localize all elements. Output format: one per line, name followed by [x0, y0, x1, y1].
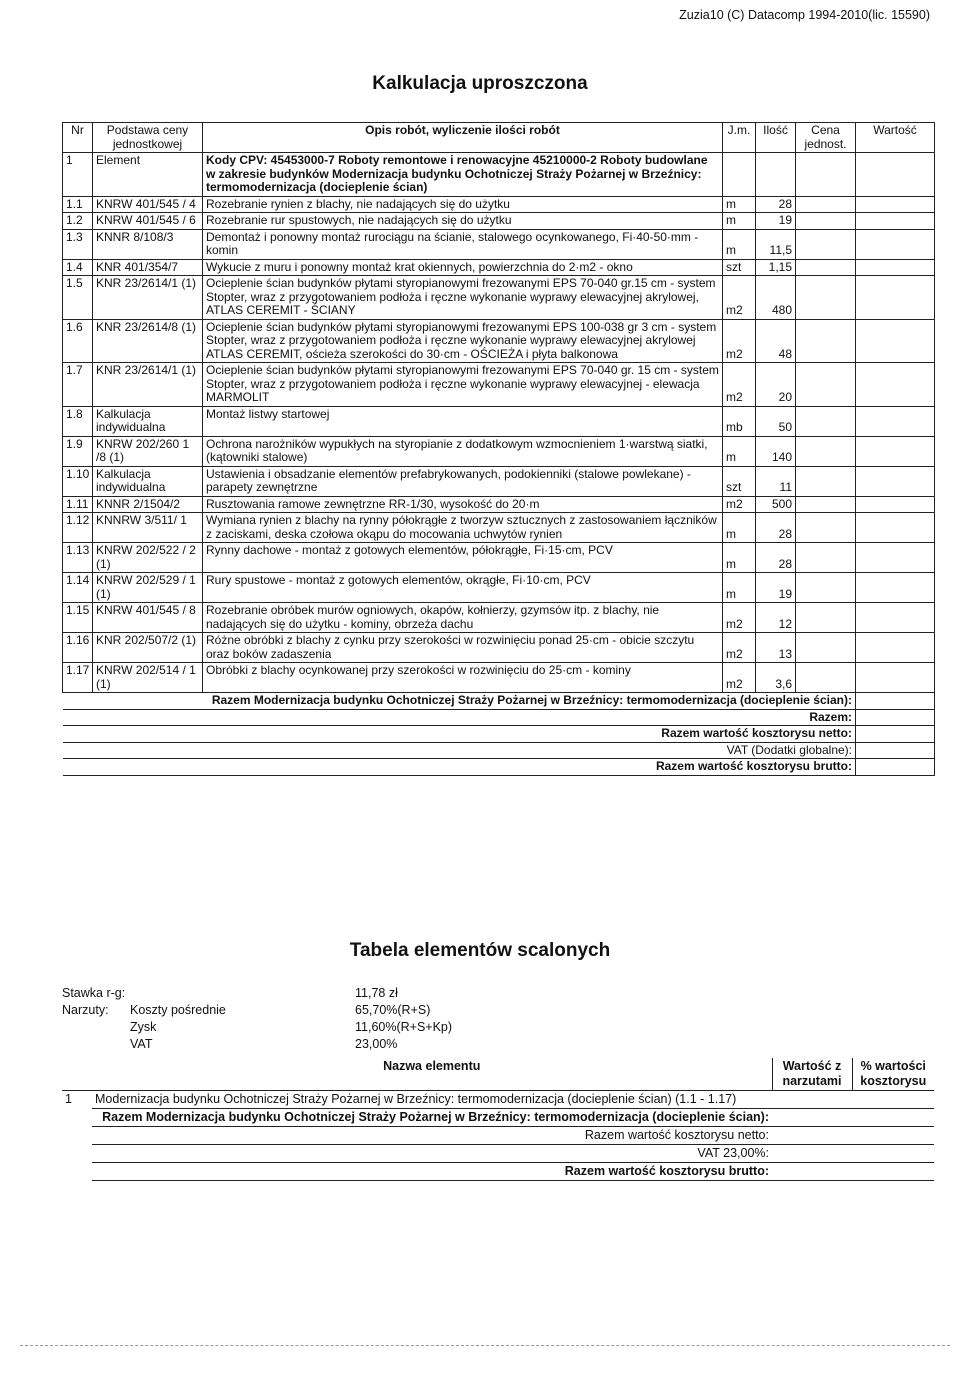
parameters-block — [62, 985, 555, 1053]
col-header-opis: Opis robót, wyliczenie ilości robót — [203, 123, 723, 153]
table-row — [63, 633, 935, 663]
row-wartosc — [856, 436, 935, 466]
row-nr: 1.14 — [63, 573, 93, 603]
row-jm: szt — [723, 466, 756, 496]
row-ilosc: 140 — [756, 436, 796, 466]
row-jm: m2 — [723, 276, 756, 320]
stawka-value: 11,78 zł — [355, 986, 398, 1000]
row-nr: 1.15 — [63, 603, 93, 633]
row-nr: 1.10 — [63, 466, 93, 496]
element-podstawa: Element — [93, 153, 203, 197]
row-jm: m — [723, 213, 756, 230]
row-jm: m2 — [723, 319, 756, 363]
row-wartosc — [856, 496, 935, 513]
row-podstawa: KNRW 202/260 1 /8 (1) — [93, 436, 203, 466]
col-header-nazwa: Nazwa elementu — [92, 1058, 772, 1091]
element-nr: 1 — [63, 153, 93, 197]
row-cena — [796, 573, 856, 603]
row-opis: Montaż listwy startowej — [203, 406, 723, 436]
section-title-elements: Tabela elementów scalonych — [349, 940, 611, 961]
calculation-table — [62, 122, 935, 776]
row-podstawa: KNNR 8/108/3 — [93, 229, 203, 259]
kp-label: Koszty pośrednie — [130, 1003, 226, 1017]
table-row — [63, 229, 935, 259]
row-cena — [796, 319, 856, 363]
col-header-wartosc-narzuty: Wartość z narzutami — [772, 1058, 852, 1091]
row-wartosc — [856, 633, 935, 663]
row-ilosc: 13 — [756, 633, 796, 663]
row-podstawa: KNR 23/2614/1 (1) — [93, 276, 203, 320]
row-cena — [796, 513, 856, 543]
row-opis: Różne obróbki z blachy z cynku przy szerokości w rozwinięciu ponad 25·cm - obicie szczytu oraz boków zadaszenia — [203, 633, 723, 663]
row-opis: Ocieplenie ścian budynków płytami styropianowymi frezowanymi EPS 70-040 gr. 15 cm - system Stopter, wraz z przygotowaniem podłoża i ręczne wykonanie wyprawy elewacyjnej - elewacja MARMOLIT — [203, 363, 723, 407]
summary-razem: Razem: — [63, 709, 856, 726]
row-podstawa: KNRW 401/545 / 8 — [93, 603, 203, 633]
row-cena — [796, 196, 856, 213]
row-opis: Ocieplenie ścian budynków płytami styropianowymi frezowanymi EPS 100-038 gr 3 cm - system Stopter, wraz z przygotowaniem podłoża i ręczne wykonanie wyprawy elewacyjnej akrylowej ATLAS CEREMIT, ościeża szerokości do 30·cm - OŚCIEŻA i płyta balkonowa — [203, 319, 723, 363]
kp-value: 65,70%(R+S) — [355, 1003, 431, 1017]
row-wartosc — [856, 513, 935, 543]
row-cena — [796, 663, 856, 693]
zysk-value: 11,60%(R+S+Kp) — [355, 1020, 453, 1034]
row-opis: Rozebranie rur spustowych, nie nadających się do użytku — [203, 213, 723, 230]
row-opis: Rozebranie obróbek murów ogniowych, okapów, kołnierzy, gzymsów itp. z blachy, nie nadających się do użytku - kominy, obrzeża dachu — [203, 603, 723, 633]
table-row — [63, 663, 935, 693]
row-opis: Rusztowania ramowe zewnętrzne RR-1/30, wysokość do 20·m — [203, 496, 723, 513]
row-wartosc — [856, 363, 935, 407]
row-cena — [796, 633, 856, 663]
row-nr: 1.2 — [63, 213, 93, 230]
table-row — [63, 436, 935, 466]
row-cena — [796, 276, 856, 320]
col-header-cena: Cena jednost. — [796, 123, 856, 153]
row-ilosc: 28 — [756, 513, 796, 543]
table-row — [63, 543, 935, 573]
row-nr: 1.8 — [63, 406, 93, 436]
row-podstawa: KNR 202/507/2 (1) — [93, 633, 203, 663]
footer-divider — [20, 1345, 950, 1346]
table-row — [63, 603, 935, 633]
row-cena — [796, 603, 856, 633]
row-ilosc: 19 — [756, 573, 796, 603]
table-row — [63, 406, 935, 436]
row-ilosc: 50 — [756, 406, 796, 436]
row-wartosc — [856, 663, 935, 693]
table-row — [63, 496, 935, 513]
row-wartosc — [856, 543, 935, 573]
row-cena — [796, 436, 856, 466]
row-podstawa: KNR 23/2614/1 (1) — [93, 363, 203, 407]
row-ilosc: 48 — [756, 319, 796, 363]
elements-header-row — [62, 1058, 934, 1091]
row-jm: m — [723, 543, 756, 573]
row-wartosc — [856, 213, 935, 230]
row-opis: Rynny dachowe - montaż z gotowych elementów, półokrągłe, Fi·15·cm, PCV — [203, 543, 723, 573]
row-ilosc: 1,15 — [756, 259, 796, 276]
row-podstawa: KNRW 202/529 / 1 (1) — [93, 573, 203, 603]
row-nr: 1.9 — [63, 436, 93, 466]
zysk-label: Zysk — [130, 1020, 157, 1034]
row-podstawa: KNRW 202/514 / 1 (1) — [93, 663, 203, 693]
summary-row-razem — [63, 709, 935, 726]
row-opis: Demontaż i ponowny montaż rurociągu na ścianie, stalowego ocynkowanego, Fi·40-50·mm - komin — [203, 229, 723, 259]
vat-label: VAT — [130, 1037, 153, 1051]
row-podstawa: KNR 401/354/7 — [93, 259, 203, 276]
row-nr: 1.6 — [63, 319, 93, 363]
col-header-nr: Nr — [63, 123, 93, 153]
row-nr: 1.13 — [63, 543, 93, 573]
row-wartosc — [856, 406, 935, 436]
row-jm: m2 — [723, 603, 756, 633]
summary-brutto: Razem wartość kosztorysu brutto: — [63, 759, 856, 776]
row-wartosc — [856, 573, 935, 603]
row-nr: 1.12 — [63, 513, 93, 543]
row-jm: m2 — [723, 363, 756, 407]
row-jm: szt — [723, 259, 756, 276]
row-cena — [796, 259, 856, 276]
table-row — [63, 276, 935, 320]
row-opis: Wykucie z muru i ponowny montaż krat okiennych, powierzchnia do 2·m2 - okno — [203, 259, 723, 276]
row-ilosc: 28 — [756, 196, 796, 213]
row-opis: Rozebranie rynien z blachy, nie nadających się do użytku — [203, 196, 723, 213]
element-row — [63, 153, 935, 197]
elements-summary-razem — [62, 1109, 934, 1127]
row-podstawa: KNR 23/2614/8 (1) — [93, 319, 203, 363]
row-opis: Ocieplenie ścian budynków płytami styropianowymi frezowanymi EPS 70-040 gr.15 cm - system Stopter, wraz z przygotowaniem podłoża i ręczne wykonanie wyprawy elewacyjnej akrylowej, ATLAS CEREMIT - ŚCIANY — [203, 276, 723, 320]
row-jm: m — [723, 573, 756, 603]
table-row — [63, 259, 935, 276]
row-wartosc — [856, 276, 935, 320]
page-title: Kalkulacja uproszczona — [372, 73, 588, 94]
summary-vat: VAT (Dodatki globalne): — [63, 742, 856, 759]
row-wartosc — [856, 259, 935, 276]
row-cena — [796, 466, 856, 496]
row-opis: Rury spustowe - montaż z gotowych elementów, okrągłe, Fi·10·cm, PCV — [203, 573, 723, 603]
row-nr: 1.11 — [63, 496, 93, 513]
row-jm: m — [723, 436, 756, 466]
col-header-jm: J.m. — [723, 123, 756, 153]
elements-row-text: Modernizacja budynku Ochotniczej Straży Pożarnej w Brzeźnicy: termomodernizacja (docieplenie ścian) (1.1 - 1.17) — [92, 1091, 772, 1109]
summary-row-brutto — [63, 759, 935, 776]
col-header-podstawa: Podstawa ceny jednostkowej — [93, 123, 203, 153]
stawka-label: Stawka r-g: — [62, 986, 126, 1000]
row-ilosc: 11,5 — [756, 229, 796, 259]
row-podstawa: Kalkulacja indywidualna — [93, 466, 203, 496]
row-cena — [796, 406, 856, 436]
row-ilosc: 480 — [756, 276, 796, 320]
row-opis: Ochrona narożników wypukłych na styropianie z dodatkowym wzmocnieniem 1·warstwą siatki, (kątowniki stalowe) — [203, 436, 723, 466]
summary-row-netto — [63, 726, 935, 743]
row-jm: m — [723, 513, 756, 543]
row-ilosc: 12 — [756, 603, 796, 633]
row-nr: 1.7 — [63, 363, 93, 407]
row-nr: 1.17 — [63, 663, 93, 693]
row-jm: mb — [723, 406, 756, 436]
row-nr: 1.3 — [63, 229, 93, 259]
row-wartosc — [856, 603, 935, 633]
elements-summary-netto — [62, 1127, 934, 1145]
row-cena — [796, 229, 856, 259]
row-podstawa: KNRW 401/545 / 4 — [93, 196, 203, 213]
col-header-procent: % wartości kosztorysu — [852, 1058, 934, 1091]
row-cena — [796, 363, 856, 407]
row-opis: Obróbki z blachy ocynkowanej przy szerokości w rozwinięciu do 25·cm - kominy — [203, 663, 723, 693]
vat-value: 23,00% — [355, 1037, 398, 1051]
row-opis: Ustawienia i obsadzanie elementów prefabrykowanych, podokienniki (stalowe powlekane) - parapety zewnętrzne — [203, 466, 723, 496]
row-wartosc — [856, 196, 935, 213]
summary-row-vat — [63, 742, 935, 759]
row-cena — [796, 496, 856, 513]
elements-netto: Razem wartość kosztorysu netto: — [92, 1127, 772, 1145]
row-podstawa: KNRW 202/522 / 2 (1) — [93, 543, 203, 573]
col-header-ilosc: Ilość — [756, 123, 796, 153]
summary-row-element — [63, 693, 935, 710]
row-ilosc: 20 — [756, 363, 796, 407]
row-ilosc: 28 — [756, 543, 796, 573]
narzuty-label: Narzuty: — [62, 1003, 109, 1017]
row-nr: 1.4 — [63, 259, 93, 276]
table-row — [63, 513, 935, 543]
elements-razem: Razem Modernizacja budynku Ochotniczej Straży Pożarnej w Brzeźnicy: termomodernizacja (docieplenie ścian): — [92, 1109, 772, 1127]
elements-summary-brutto — [62, 1163, 934, 1181]
row-ilosc: 11 — [756, 466, 796, 496]
row-podstawa: KNRW 401/545 / 6 — [93, 213, 203, 230]
summary-razem-element: Razem Modernizacja budynku Ochotniczej Straży Pożarnej w Brzeźnicy: termomodernizacja (docieplenie ścian): — [63, 693, 856, 710]
table-row — [63, 319, 935, 363]
row-nr: 1.16 — [63, 633, 93, 663]
row-podstawa: KNNR 2/1504/2 — [93, 496, 203, 513]
row-podstawa: KNNRW 3/511/ 1 — [93, 513, 203, 543]
summary-netto: Razem wartość kosztorysu netto: — [63, 726, 856, 743]
table-header-row — [63, 123, 935, 153]
software-credit: Zuzia10 (C) Datacomp 1994-2010(lic. 15590) — [679, 8, 930, 22]
elements-brutto: Razem wartość kosztorysu brutto: — [92, 1163, 772, 1181]
elements-vat: VAT 23,00%: — [92, 1145, 772, 1163]
row-wartosc — [856, 319, 935, 363]
row-ilosc: 3,6 — [756, 663, 796, 693]
row-jm: m2 — [723, 496, 756, 513]
row-jm: m2 — [723, 633, 756, 663]
row-jm: m — [723, 196, 756, 213]
row-podstawa: Kalkulacja indywidualna — [93, 406, 203, 436]
elements-table — [62, 1058, 934, 1181]
row-ilosc: 500 — [756, 496, 796, 513]
elements-row — [62, 1091, 934, 1109]
table-row — [63, 363, 935, 407]
row-nr: 1.5 — [63, 276, 93, 320]
row-cena — [796, 543, 856, 573]
row-opis: Wymiana rynien z blachy na rynny półokrągłe z tworzyw sztucznych z zastosowaniem łączników z zaciskami, deska czołowa okąpu do mocowania uchwytów rynien — [203, 513, 723, 543]
row-ilosc: 19 — [756, 213, 796, 230]
row-jm: m2 — [723, 663, 756, 693]
elements-row-nr: 1 — [65, 1092, 72, 1106]
elements-summary-vat — [62, 1145, 934, 1163]
table-row — [63, 466, 935, 496]
row-wartosc — [856, 466, 935, 496]
element-opis: Kody CPV: 45453000-7 Roboty remontowe i renowacyjne 45210000-2 Roboty budowlane w zakresie budynków Modernizacja budynku Ochotniczej Straży Pożarnej w Brzeźnicy: termomodernizacja (docieplenie ścian) — [203, 153, 723, 197]
col-header-wartosc: Wartość — [856, 123, 935, 153]
table-row — [63, 573, 935, 603]
table-row — [63, 196, 935, 213]
row-cena — [796, 213, 856, 230]
table-row — [63, 213, 935, 230]
row-nr: 1.1 — [63, 196, 93, 213]
row-jm: m — [723, 229, 756, 259]
row-wartosc — [856, 229, 935, 259]
